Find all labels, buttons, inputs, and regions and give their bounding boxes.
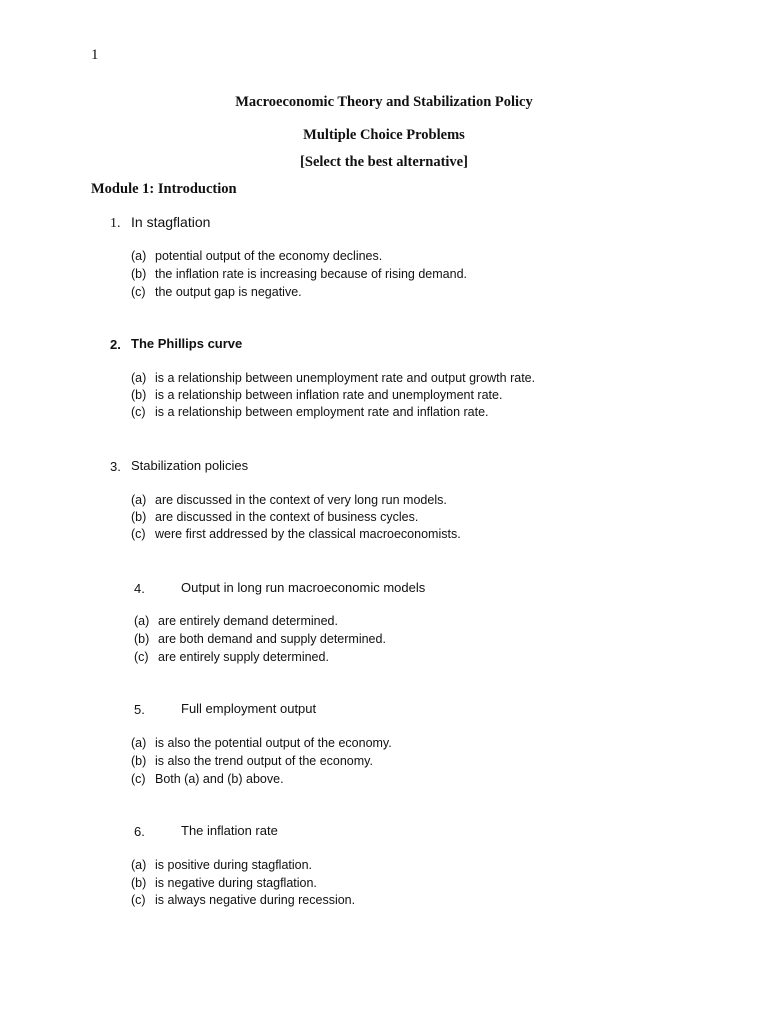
question-3	[110, 458, 249, 476]
option-label: (c)	[131, 772, 146, 786]
option-label: (c)	[134, 650, 149, 664]
module-heading: Module 1: Introduction	[91, 181, 237, 197]
question-number: 3.	[110, 459, 121, 474]
option-text: are both demand and supply determined.	[158, 632, 386, 646]
option-c	[134, 650, 329, 664]
question-text: Full employment output	[181, 701, 317, 716]
option-text: the inflation rate is increasing because of rising demand.	[155, 267, 467, 281]
option-b	[131, 754, 373, 768]
question-4	[134, 580, 426, 598]
question-text: In stagflation	[131, 214, 211, 230]
instruction: [Select the best alternative]	[300, 154, 468, 170]
option-label: (b)	[131, 267, 147, 281]
option-text: are discussed in the context of business cycles.	[155, 510, 419, 524]
option-label: (a)	[134, 614, 150, 628]
question-6	[134, 823, 278, 841]
question-number: 6.	[134, 824, 145, 839]
question-5	[134, 701, 317, 719]
question-number: 2.	[110, 337, 121, 352]
question-text: The inflation rate	[181, 823, 278, 838]
option-b	[134, 632, 386, 646]
option-text: is always negative during recession.	[155, 893, 356, 907]
option-text: is a relationship between unemployment rate and output growth rate.	[155, 371, 536, 385]
option-a	[131, 249, 382, 263]
option-text: were first addressed by the classical macroeconomists.	[155, 527, 461, 541]
option-text: are discussed in the context of very long run models.	[155, 493, 447, 507]
option-label: (a)	[131, 493, 147, 507]
option-text: is a relationship between inflation rate and unemployment rate.	[155, 388, 503, 402]
option-label: (c)	[131, 405, 146, 419]
option-a	[131, 371, 535, 385]
page-number: 1	[91, 47, 99, 63]
option-a	[134, 614, 338, 628]
option-label: (c)	[131, 893, 146, 907]
option-c	[131, 405, 489, 419]
option-label: (a)	[131, 858, 147, 872]
option-text: is a relationship between employment rate and inflation rate.	[155, 405, 489, 419]
document-title: Macroeconomic Theory and Stabilization Policy	[235, 94, 533, 110]
option-text: is positive during stagflation.	[155, 858, 313, 872]
option-label: (b)	[131, 510, 147, 524]
question-number: 1.	[110, 216, 121, 231]
option-c	[131, 527, 461, 541]
option-b	[131, 267, 467, 281]
option-label: (a)	[131, 249, 147, 263]
option-text: are entirely supply determined.	[158, 650, 329, 664]
option-label: (c)	[131, 285, 146, 299]
option-text: is negative during stagflation.	[155, 876, 317, 890]
option-label: (b)	[134, 632, 150, 646]
question-number: 5.	[134, 702, 145, 717]
option-text: potential output of the economy declines.	[155, 249, 383, 263]
document-subtitle: Multiple Choice Problems	[303, 127, 465, 143]
option-b	[131, 510, 418, 524]
option-label: (a)	[131, 371, 147, 385]
option-b	[131, 388, 502, 402]
question-text: The Phillips curve	[131, 336, 243, 351]
option-label: (b)	[131, 388, 147, 402]
option-text: are entirely demand determined.	[158, 614, 338, 628]
option-label: (b)	[131, 876, 147, 890]
question-text: Output in long run macroeconomic models	[181, 580, 426, 595]
option-text: the output gap is negative.	[155, 285, 302, 299]
option-c	[131, 772, 284, 786]
option-c	[131, 285, 302, 299]
option-label: (b)	[131, 754, 147, 768]
option-a	[131, 858, 312, 872]
question-1	[110, 214, 211, 232]
option-b	[131, 876, 317, 890]
question-text: Stabilization policies	[131, 458, 249, 473]
option-text: Both (a) and (b) above.	[155, 772, 284, 786]
option-label: (a)	[131, 736, 147, 750]
option-a	[131, 736, 392, 750]
option-c	[131, 893, 355, 907]
option-text: is also the potential output of the economy.	[155, 736, 392, 750]
question-2	[110, 336, 243, 354]
question-number: 4.	[134, 581, 145, 596]
option-text: is also the trend output of the economy.	[155, 754, 373, 768]
option-a	[131, 493, 447, 507]
option-label: (c)	[131, 527, 146, 541]
